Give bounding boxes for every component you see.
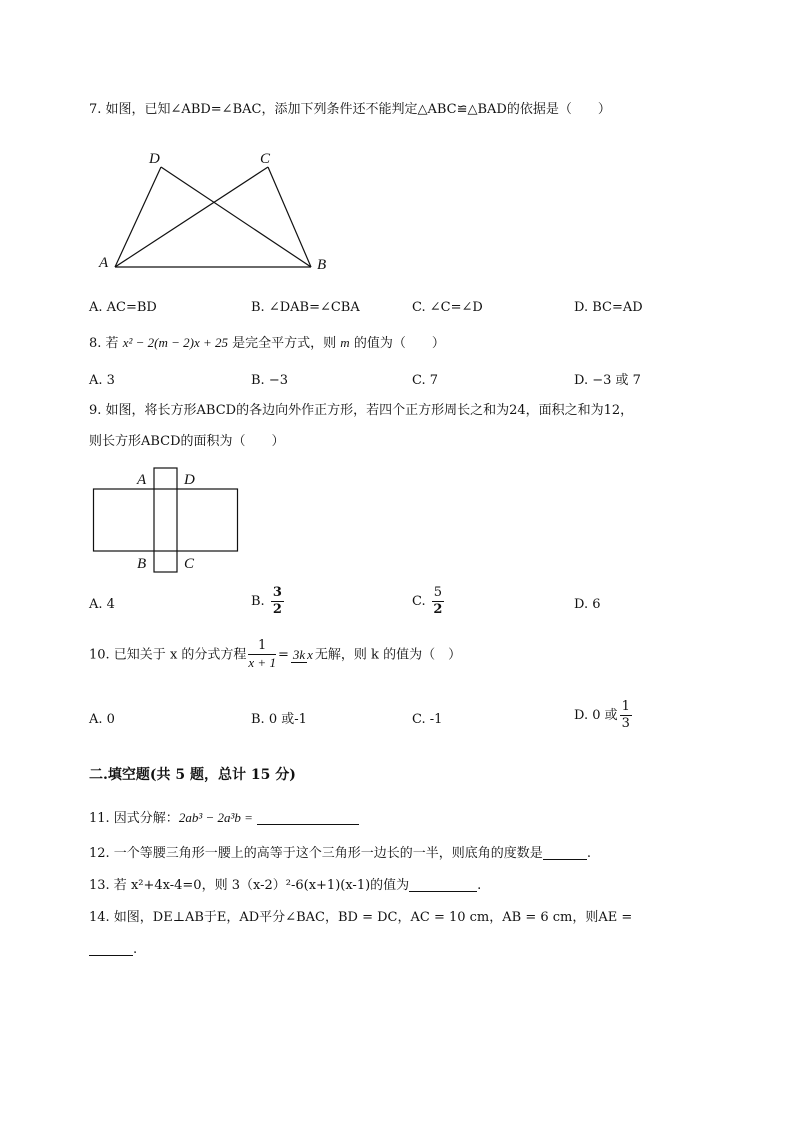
q8-option-c: C. 7: [412, 373, 439, 388]
q7-stem: 7. 如图，已知∠ABD=∠BAC，添加下列条件还不能判定△ABC≌△BAD的依据是（ ）: [89, 102, 611, 117]
label-d: D: [149, 151, 160, 167]
q9-stem-line1: 9. 如图，将长方形ABCD的各边向外作正方形，若四个正方形周长之和为24，面积之和为12，: [89, 403, 634, 418]
outer-horizontal-rect: [94, 489, 238, 551]
lhs-fraction: $\frac{1}{x + 1}$: [248, 638, 276, 670]
q14-stem: 14. 如图，DE⊥AB于E，AD平分∠BAC，BD = DC，AC = 10 cm，AB = 6 cm，则AE =: [89, 910, 633, 925]
answer-blank[interactable]: [409, 877, 477, 892]
q8-variable: m: [340, 335, 350, 350]
q8-expression: x² − 2(m − 2)x + 25: [122, 335, 228, 350]
label-c: C: [260, 151, 271, 167]
q8-option-a: A. 3: [89, 373, 115, 388]
label-a: A: [137, 472, 147, 488]
q10-option-b: B. 0 或-1: [251, 712, 307, 727]
q9-option-d: D. 6: [574, 597, 601, 612]
q7-triangle-figure: [95, 145, 345, 280]
q10-option-c: C. -1: [412, 712, 443, 727]
rhs-fraction: 3k x: [292, 646, 313, 662]
section-heading: 二.填空题(共 5 题，总计 15 分): [89, 767, 296, 783]
label-c: C: [184, 556, 195, 572]
q9-stem-line2: 则长方形ABCD的面积为（ ）: [89, 434, 285, 449]
q8-option-b: B. −3: [251, 373, 288, 388]
label-d: D: [184, 472, 195, 488]
q9-rectangle-figure: [88, 462, 248, 578]
q7-option-c: C. ∠C=∠D: [412, 300, 483, 315]
q14-answer-line: .: [89, 941, 137, 959]
q11-stem: 11. 因式分解：2ab³ − 2a³b =: [89, 809, 359, 828]
fraction: $\frac{5}{2}$: [433, 585, 443, 617]
q9-option-c: C. $\frac{5}{2}$: [412, 585, 443, 617]
q13-stem: 13. 若 x²+4x-4=0，则 3（x-2）²-6(x+1)(x-1)的值为 .: [89, 878, 482, 893]
outer-vertical-rect: [154, 468, 177, 572]
q7-option-b: B. ∠DAB=∠CBA: [251, 300, 360, 315]
q9-option-a: A. 4: [89, 597, 115, 612]
q8-suffix2: 的值为（ ）: [353, 336, 445, 351]
label-a: A: [99, 255, 109, 271]
q8-suffix: 是完全平方式，则: [232, 336, 337, 351]
q8-option-d: D. −3 或 7: [574, 373, 641, 388]
q9-option-b: B. $\frac{3}{2}$: [251, 585, 282, 617]
q10-stem: 10. 已知关于 x 的分式方程 $\frac{1}{x + 1} = 3k$ x 无解，则 k 的值为（ ）: [89, 638, 462, 670]
q10-option-d: D. 0 或 $\frac{1}{3}$: [574, 699, 630, 731]
label-b: B: [137, 556, 147, 572]
q8-stem: [89, 334, 445, 353]
q10-option-a: A. 0: [89, 712, 115, 727]
label-b: B: [317, 257, 327, 273]
fraction: $\frac{1}{3}$: [621, 699, 630, 731]
answer-blank[interactable]: [89, 941, 133, 956]
answer-blank[interactable]: [257, 810, 359, 825]
q7-option-a: A. AC=BD: [89, 300, 157, 315]
q8-prefix: 8. 若: [89, 336, 119, 351]
q11-expression: 2ab³ − 2a³b =: [178, 810, 253, 825]
q12-stem: 12. 一个等腰三角形一腰上的高等于这个三角形一边长的一半，则底角的度数是 .: [89, 846, 591, 861]
q7-option-d: D. BC=AD: [574, 300, 643, 315]
fraction: $\frac{3}{2}$: [272, 585, 282, 617]
answer-blank[interactable]: [543, 845, 587, 860]
segment-db: [161, 167, 311, 267]
